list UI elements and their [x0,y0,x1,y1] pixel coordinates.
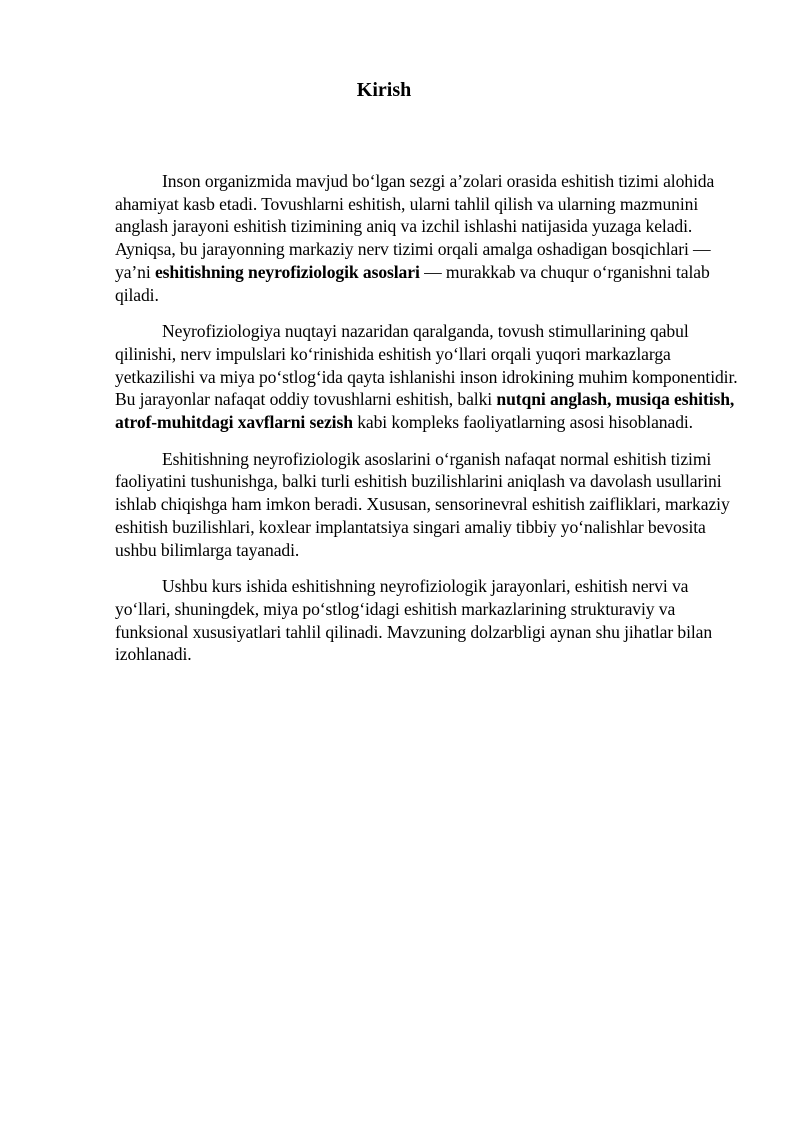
paragraph-3 [115,448,743,562]
page-title: Kirish [356,79,412,101]
paragraph-2-text-end: kabi kompleks faoliyatlarning asosi hisoblanadi. [352,412,693,433]
paragraph-3-text: Eshitishning neyrofiziologik asoslarini o‘rganish nafaqat normal eshitish tizimi faoliyatini tushunishga, balki turli eshitish buzilishlarini aniqlash va davolash usullarini ishlab chiqishga ham imkon beradi. Xususan, sensorinevral eshitish zaifliklari, markaziy eshitish buzilishlari, koxlear implantatsiya singari amaliy tibbiy yo‘nalishlar bevosita ushbu bilimlarga tayanadi. [115,448,730,560]
paragraph-2-text: Neyrofiziologiya nuqtayi nazaridan qaralganda, tovush stimullarining qabul qilinishi, nerv impulslari ko‘rinishida eshitish yo‘llari orqali yuqori markazlarga yetkazilishi va miya po‘stlog‘ida qayta ishlanishi inson idrokining muhim komponentidir. Bu jarayonlar nafaqat oddiy tovushlarni eshitish, balki [115,321,738,410]
paragraph-1-text-end: — murakkab va chuqur o‘rganishni talab qiladi. [115,261,710,305]
paragraph-4-text: Ushbu kurs ishida eshitishning neyrofiziologik jarayonlari, eshitish nervi va yo‘llari, shuningdek, miya po‘stlog‘idagi eshitish markazlarining strukturaviy va funksional xususiyatlari tahlil qilinadi. Mavzuning dolzarbligi aynan shu jihatlar bilan izohlanadi. [115,576,713,665]
paragraph-1-bold-phrase: eshitishning neyrofiziologik asoslari [154,261,420,282]
paragraph-1-text: Inson organizmida mavjud bo‘lgan sezgi a’zolari orasida eshitish tizimi alohida ahamiyat kasb etadi. Tovushlarni eshitish, ularni tahlil qilish va ularning mazmunini anglash jarayoni eshitish tizimining aniq va izchil ishlashi natijasida yuzaga keladi. Ayniqsa, bu jarayonning markaziy nerv tizimi orqali amalga oshadigan bosqichlari — ya’ni [115,171,715,282]
document-body [115,170,743,680]
paragraph-2 [115,320,743,434]
paragraph-2-bold-phrase: nutqni anglash, musiqa eshitish, atrof-muhitdagi xavflarni sezish [115,389,735,433]
paragraph-1 [115,170,743,306]
paragraph-4 [115,575,743,666]
